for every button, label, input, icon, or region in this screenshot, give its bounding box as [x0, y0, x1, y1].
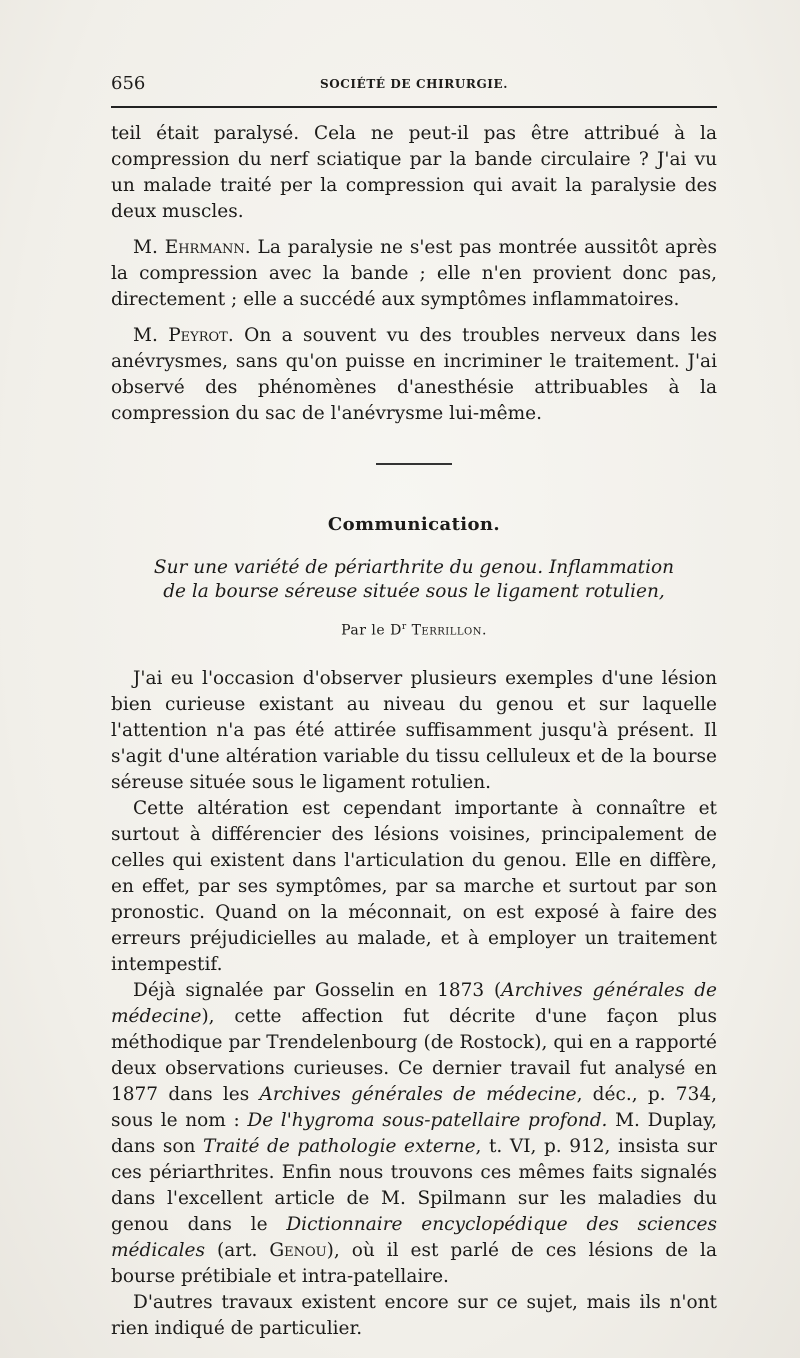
p3-text-m: ), où il est parlé de ces lésions de la bourse prétibiale et intra-patellaire. [111, 1239, 717, 1287]
speaker-ehrmann: M. Ehrmann. [133, 237, 251, 258]
byline [111, 614, 717, 644]
article-paragraph-3 [111, 978, 717, 1290]
header-rule [111, 106, 717, 108]
article-title-line-2: de la bourse séreuse située sous le ligament rotulien, [163, 581, 665, 602]
article-paragraph-2: Cette altération est cependant importante à connaître et surtout à différencier des lésions voisines, principalement de celles qui existent dans l'articulation du genou. Elle en diffère, en effet, par ses symptômes, par sa marche et surtout par son pronostic. Quand on la méconnait, on est exposé à faire des erreurs préjudicielles au malade, et à employer un traitement intempestif. [111, 797, 717, 975]
article-title [111, 556, 717, 604]
byline-prefix: Par le D [341, 622, 402, 639]
p3-citation-archives-2: Archives générales de médecine [259, 1083, 577, 1105]
p3-text-g: M. Duplay, dans son [111, 1109, 717, 1157]
running-title: SOCIÉTÉ DE CHIRURGIE. [319, 77, 509, 91]
article-paragraph-1: J'ai eu l'occasion d'observer plusieurs exemples d'une lésion bien curieuse existant au niveau du genou et sur laquelle l'attention n'a pas été attirée suffisamment jusqu'à présent. Il s'agit d'une altération variable du tissu celluleux et de la bourse séreuse située sous le ligament rotulien. [111, 667, 717, 793]
discussion-paragraph-1: teil était paralysé. Cela ne peut-il pas être attribué à la compression du nerf sciatique par la bande circulaire ? J'ai vu un malade traité per la compression qui avait la paralysie des deux muscles. [111, 123, 717, 222]
p3-text-i: , t. VI, p. 912, insista sur ces périarthrites. Enfin nous trouvons ces mêmes faits signalés dans l'excellent article de M. Spilmann sur les maladies du genou dans le [111, 1135, 717, 1235]
discussion-paragraph-3 [111, 323, 717, 427]
p3-art-genou: Genou [269, 1239, 327, 1261]
byline-sup: r [401, 622, 407, 632]
article-title-line-1: Sur une variété de périarthrite du genou. Inflammation [153, 557, 675, 578]
page-number: 656 [111, 73, 146, 94]
body-text [111, 121, 717, 1342]
p3-citation-dictionnaire: Dictionnaire encyclopédique des sciences médicales [111, 1213, 717, 1261]
p3-text-e: , déc., p. 734, sous le nom : [111, 1083, 717, 1131]
article-paragraph-4: D'autres travaux existent encore sur ce sujet, mais ils n'ont rien indiqué de particulier. [111, 1291, 717, 1339]
section-separator [376, 463, 452, 465]
speaker-peyrot: M. Peyrot. [133, 325, 234, 346]
discussion-paragraph-2 [111, 235, 717, 313]
byline-author: Terrillon. [406, 622, 487, 639]
p3-text-a: Déjà signalée par Gosselin en 1873 ( [133, 979, 502, 1001]
p3-text-c: ), cette affection fut décrite d'une façon plus méthodique par Trendelenbourg (de Rostock), qui en a rapporté deux observations curieuses. Ce dernier travail fut analysé en 1877 dans les [111, 1005, 717, 1105]
discussion-paragraph-3-text: On a souvent vu des troubles nerveux dans les anévrysmes, sans qu'on puisse en incriminer le traitement. J'ai observé des phénomènes d'anesthésie attribuables à la compression du sac de l'anévrysme lui-même. [111, 325, 717, 424]
section-heading: Communication. [327, 514, 501, 535]
discussion-paragraph-2-text: La paralysie ne s'est pas montrée aussitôt après la compression avec la bande ; elle n'en provient donc pas, directement ; elle a succédé aux symptômes inflammatoires. [111, 237, 717, 310]
p3-citation-traite: Traité de pathologie externe [202, 1135, 476, 1157]
running-head [111, 73, 717, 95]
p3-text-k: (art. [205, 1239, 270, 1261]
p3-citation-hygroma: De l'hygroma sous-patellaire profond. [247, 1109, 608, 1131]
p3-citation-archives-1: Archives générales de médecine [111, 979, 717, 1027]
